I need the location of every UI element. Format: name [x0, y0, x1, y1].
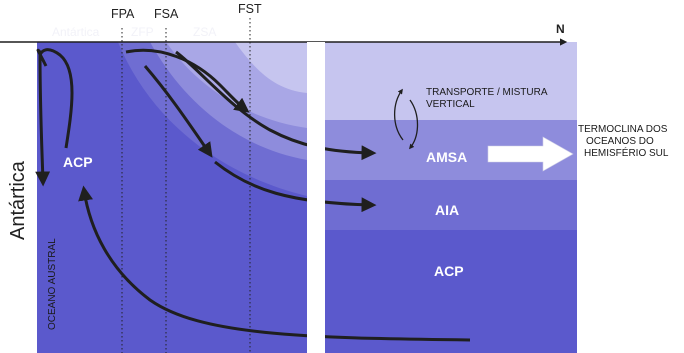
ocean-label: OCEANO AUSTRAL — [47, 238, 58, 330]
front-label-fpa: FPA — [111, 7, 135, 21]
front-label-fst: FST — [238, 2, 262, 16]
deep-band-right — [325, 230, 577, 353]
water-label-aia: AIA — [435, 202, 460, 218]
left-panel — [37, 42, 307, 353]
north-label: N — [556, 22, 565, 36]
water-label-acp-right: ACP — [434, 263, 464, 279]
transport-label-line1: TRANSPORTE / MISTURA — [426, 87, 548, 98]
thermocline-label-line3: HEMISFÉRIO SUL — [584, 148, 669, 159]
zone-label-zsa: ZSA — [193, 25, 217, 39]
front-label-fsa: FSA — [154, 7, 179, 21]
zone-label-zfp: ZFP — [131, 25, 154, 39]
zone-label-antartica: Antártica — [52, 25, 100, 39]
thermocline-label-line2: OCEANOS DO — [586, 136, 654, 147]
water-label-amsa: AMSA — [426, 149, 468, 165]
thermocline-label-line1: TERMOCLINA DOS — [578, 124, 668, 135]
side-label-antartica: Antártica — [7, 161, 29, 240]
panel-gap — [307, 42, 325, 353]
water-label-acp-left: ACP — [63, 154, 93, 170]
transport-label-line2: VERTICAL — [426, 99, 475, 110]
